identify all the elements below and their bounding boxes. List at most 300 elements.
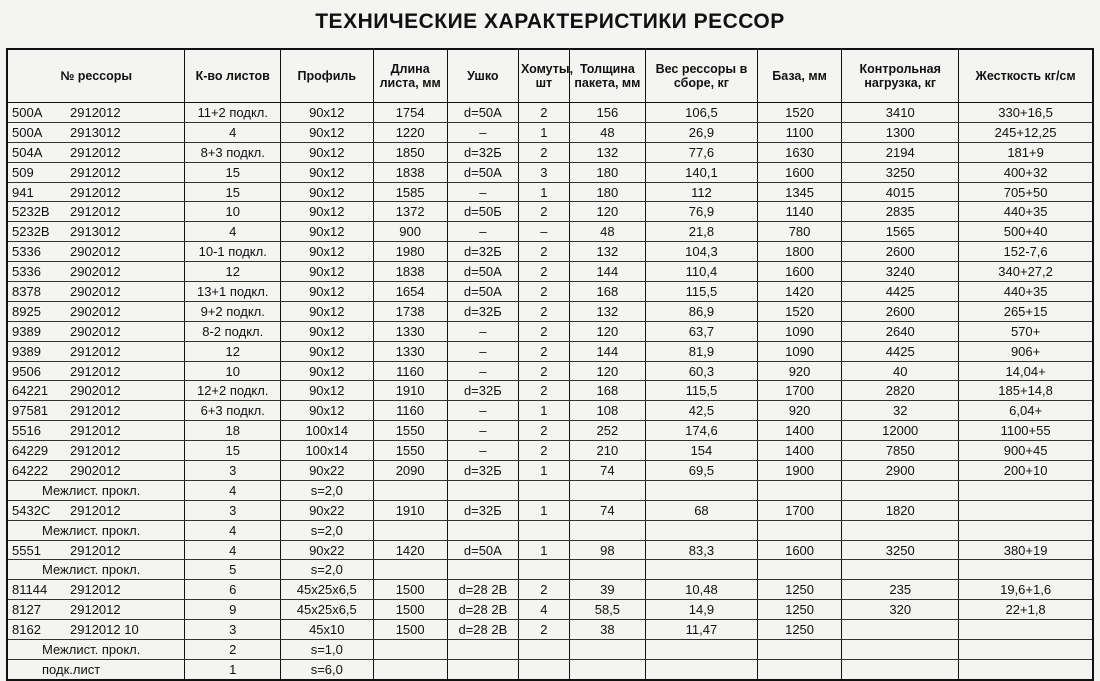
cell-base: 1800	[757, 242, 841, 262]
cell-load: 2900	[842, 461, 959, 481]
cell-length: 1550	[373, 441, 447, 461]
cell-length: 2090	[373, 461, 447, 481]
cell-length: 1850	[373, 142, 447, 162]
cell-eye	[447, 480, 518, 500]
cell-base: 1400	[757, 421, 841, 441]
cell-thickness	[569, 560, 645, 580]
col-header-number: № рессоры	[7, 49, 185, 103]
cell-profile: 90x12	[281, 103, 374, 123]
table-row	[7, 222, 1093, 242]
cell-spring-number	[7, 580, 185, 600]
spring-model: 5516	[12, 423, 41, 439]
table-row	[7, 341, 1093, 361]
cell-clamps: 2	[518, 341, 569, 361]
cell-load: 1300	[842, 122, 959, 142]
cell-eye: d=32Б	[447, 142, 518, 162]
cell-clamps: 2	[518, 103, 569, 123]
cell-clamps: 1	[518, 401, 569, 421]
table-row	[7, 182, 1093, 202]
table-row	[7, 262, 1093, 282]
col-header-clamps: Хомуты, шт	[518, 49, 569, 103]
cell-spring-number	[7, 461, 185, 481]
col-header-base: База, мм	[757, 49, 841, 103]
cell-thickness: 58,5	[569, 600, 645, 620]
cell-profile: 90x12	[281, 381, 374, 401]
table-row	[7, 600, 1093, 620]
cell-profile: 100x14	[281, 441, 374, 461]
cell-load: 32	[842, 401, 959, 421]
cell-spring-number	[7, 540, 185, 560]
cell-profile: 90x12	[281, 262, 374, 282]
cell-sheets: 4	[185, 122, 281, 142]
table-row	[7, 162, 1093, 182]
cell-eye: d=50A	[447, 103, 518, 123]
cell-weight: 10,48	[646, 580, 758, 600]
cell-profile: 90x12	[281, 242, 374, 262]
cell-sheets: 3	[185, 620, 281, 640]
cell-weight	[646, 560, 758, 580]
cell-eye	[447, 520, 518, 540]
spring-part-number: 2912012	[70, 164, 121, 180]
cell-clamps: 1	[518, 122, 569, 142]
cell-load: 2640	[842, 321, 959, 341]
cell-load: 2835	[842, 202, 959, 222]
cell-stiffness: 152-7,6	[959, 242, 1093, 262]
table-row	[7, 640, 1093, 660]
cell-base: 1140	[757, 202, 841, 222]
cell-spring-number	[7, 620, 185, 640]
cell-stiffness	[959, 560, 1093, 580]
cell-length: 1838	[373, 162, 447, 182]
cell-clamps: 1	[518, 540, 569, 560]
cell-stiffness	[959, 620, 1093, 640]
cell-weight	[646, 480, 758, 500]
cell-thickness: 180	[569, 162, 645, 182]
cell-load: 3250	[842, 540, 959, 560]
cell-load	[842, 640, 959, 660]
cell-stiffness: 400+32	[959, 162, 1093, 182]
cell-length: 1654	[373, 282, 447, 302]
col-header-sheets: К-во листов	[185, 49, 281, 103]
cell-spring-number	[7, 262, 185, 282]
cell-stiffness: 440+35	[959, 282, 1093, 302]
col-header-thickness: Толщина пакета, мм	[569, 49, 645, 103]
cell-profile: 90x12	[281, 202, 374, 222]
cell-sheets: 11+2 подкл.	[185, 103, 281, 123]
spring-model: 5551	[12, 542, 41, 558]
page-title: ТЕХНИЧЕСКИЕ ХАРАКТЕРИСТИКИ РЕССОР	[315, 10, 785, 33]
cell-sheets: 8+3 подкл.	[185, 142, 281, 162]
cell-sheets: 12+2 подкл.	[185, 381, 281, 401]
cell-clamps: 1	[518, 182, 569, 202]
cell-stiffness: 440+35	[959, 202, 1093, 222]
cell-load	[842, 480, 959, 500]
cell-spring-number	[7, 659, 185, 679]
cell-clamps: 2	[518, 262, 569, 282]
cell-sheets: 4	[185, 480, 281, 500]
col-header-load: Контрольная нагрузка, кг	[842, 49, 959, 103]
cell-sheets: 6+3 подкл.	[185, 401, 281, 421]
cell-thickness: 120	[569, 202, 645, 222]
cell-stiffness	[959, 480, 1093, 500]
table-row	[7, 242, 1093, 262]
cell-length	[373, 480, 447, 500]
cell-base: 1520	[757, 103, 841, 123]
table-row	[7, 659, 1093, 679]
cell-profile: 90x12	[281, 122, 374, 142]
cell-base: 920	[757, 401, 841, 421]
cell-profile: 90x12	[281, 142, 374, 162]
spring-model: 8162	[12, 622, 41, 638]
cell-eye: d=32Б	[447, 381, 518, 401]
cell-load: 2600	[842, 242, 959, 262]
cell-spring-number	[7, 381, 185, 401]
cell-base: 1345	[757, 182, 841, 202]
cell-load: 2820	[842, 381, 959, 401]
cell-base: 1700	[757, 381, 841, 401]
cell-eye: d=50A	[447, 262, 518, 282]
cell-profile: 100x14	[281, 421, 374, 441]
spring-part-number: 2902012	[70, 244, 121, 260]
cell-clamps: 2	[518, 321, 569, 341]
cell-sheets: 9+2 подкл.	[185, 301, 281, 321]
cell-load: 2600	[842, 301, 959, 321]
cell-length: 1220	[373, 122, 447, 142]
spring-part-number: 2902012	[70, 383, 121, 399]
cell-length: 1585	[373, 182, 447, 202]
cell-clamps: 2	[518, 361, 569, 381]
table-row	[7, 282, 1093, 302]
spring-model: 5336	[12, 264, 41, 280]
cell-weight: 60,3	[646, 361, 758, 381]
cell-thickness: 48	[569, 122, 645, 142]
cell-base: 780	[757, 222, 841, 242]
cell-thickness: 108	[569, 401, 645, 421]
cell-stiffness: 265+15	[959, 301, 1093, 321]
cell-length: 1838	[373, 262, 447, 282]
cell-length: 1160	[373, 361, 447, 381]
cell-profile: 45x25x6,5	[281, 600, 374, 620]
cell-spring-number	[7, 142, 185, 162]
spring-model: 9389	[12, 343, 41, 359]
spring-part-number: 2902012	[70, 303, 121, 319]
cell-spring-number	[7, 182, 185, 202]
cell-spring-number	[7, 421, 185, 441]
cell-spring-number	[7, 282, 185, 302]
cell-load	[842, 560, 959, 580]
cell-load: 4425	[842, 282, 959, 302]
cell-spring-number	[7, 103, 185, 123]
cell-weight: 77,6	[646, 142, 758, 162]
cell-base: 1090	[757, 341, 841, 361]
table-row	[7, 103, 1093, 123]
cell-profile: 90x12	[281, 162, 374, 182]
spring-model: 81144	[12, 582, 48, 598]
spring-part-number: 2912012	[70, 443, 121, 459]
cell-weight: 81,9	[646, 341, 758, 361]
cell-profile: 45x10	[281, 620, 374, 640]
cell-thickness	[569, 640, 645, 660]
table-row	[7, 560, 1093, 580]
spring-model: 5232B	[12, 204, 50, 220]
spring-part-number: 2912012	[70, 343, 121, 359]
cell-thickness: 38	[569, 620, 645, 640]
cell-weight: 154	[646, 441, 758, 461]
cell-base: 1400	[757, 441, 841, 461]
cell-weight: 11,47	[646, 620, 758, 640]
cell-stiffness	[959, 659, 1093, 679]
spring-model: Межлист. прокл.	[42, 641, 141, 657]
cell-clamps: 2	[518, 381, 569, 401]
cell-clamps	[518, 640, 569, 660]
cell-base: 1250	[757, 620, 841, 640]
table-row	[7, 441, 1093, 461]
cell-load: 1820	[842, 500, 959, 520]
cell-load: 320	[842, 600, 959, 620]
cell-thickness: 74	[569, 500, 645, 520]
cell-load: 3240	[842, 262, 959, 282]
cell-clamps	[518, 659, 569, 679]
cell-spring-number	[7, 242, 185, 262]
cell-length: 1420	[373, 540, 447, 560]
col-header-length: Длина листа, мм	[373, 49, 447, 103]
cell-base: 1100	[757, 122, 841, 142]
spring-part-number: 2902012	[70, 283, 121, 299]
cell-eye: d=50A	[447, 540, 518, 560]
cell-clamps	[518, 520, 569, 540]
cell-clamps: 2	[518, 202, 569, 222]
cell-clamps: 4	[518, 600, 569, 620]
cell-thickness: 132	[569, 242, 645, 262]
cell-weight: 112	[646, 182, 758, 202]
spring-part-number: 2902012	[70, 323, 121, 339]
spring-part-number: 2913012	[70, 224, 121, 240]
col-header-eye: Ушко	[447, 49, 518, 103]
cell-load: 4015	[842, 182, 959, 202]
cell-base: 1600	[757, 262, 841, 282]
cell-profile: 90x12	[281, 341, 374, 361]
cell-load	[842, 659, 959, 679]
table-row	[7, 620, 1093, 640]
spring-part-number: 2912012 10	[70, 622, 139, 638]
cell-weight: 63,7	[646, 321, 758, 341]
cell-spring-number	[7, 600, 185, 620]
cell-eye: –	[447, 401, 518, 421]
cell-thickness	[569, 659, 645, 679]
cell-load: 12000	[842, 421, 959, 441]
cell-base: 1700	[757, 500, 841, 520]
cell-weight: 69,5	[646, 461, 758, 481]
cell-eye: d=28 2В	[447, 580, 518, 600]
table-row	[7, 520, 1093, 540]
table-row	[7, 500, 1093, 520]
cell-clamps: 2	[518, 620, 569, 640]
cell-profile: 90x12	[281, 222, 374, 242]
cell-stiffness	[959, 640, 1093, 660]
cell-stiffness: 570+	[959, 321, 1093, 341]
spring-model: подк.лист	[42, 661, 101, 677]
spring-model: 64229	[12, 443, 49, 459]
cell-thickness: 132	[569, 301, 645, 321]
cell-stiffness: 200+10	[959, 461, 1093, 481]
cell-base: 1420	[757, 282, 841, 302]
cell-profile: s=2,0	[281, 520, 374, 540]
cell-sheets: 4	[185, 520, 281, 540]
cell-sheets: 1	[185, 659, 281, 679]
header-row	[7, 49, 1093, 103]
cell-clamps: 2	[518, 580, 569, 600]
cell-clamps: 2	[518, 282, 569, 302]
spring-model: 97581	[12, 403, 49, 419]
cell-eye	[447, 640, 518, 660]
cell-profile: 90x12	[281, 401, 374, 421]
table-row	[7, 202, 1093, 222]
cell-stiffness: 14,04+	[959, 361, 1093, 381]
cell-stiffness: 22+1,8	[959, 600, 1093, 620]
cell-clamps	[518, 480, 569, 500]
cell-weight: 42,5	[646, 401, 758, 421]
cell-load: 4425	[842, 341, 959, 361]
table-row	[7, 142, 1093, 162]
spring-part-number: 2912012	[70, 144, 121, 160]
cell-length: 1754	[373, 103, 447, 123]
table-row	[7, 401, 1093, 421]
cell-stiffness: 500+40	[959, 222, 1093, 242]
spring-model: 8127	[12, 602, 41, 618]
cell-length: 1500	[373, 620, 447, 640]
cell-weight: 106,5	[646, 103, 758, 123]
cell-weight	[646, 659, 758, 679]
cell-thickness: 98	[569, 540, 645, 560]
cell-sheets: 3	[185, 500, 281, 520]
cell-stiffness: 19,6+1,6	[959, 580, 1093, 600]
cell-length	[373, 659, 447, 679]
table-row	[7, 301, 1093, 321]
cell-eye: –	[447, 122, 518, 142]
cell-load: 40	[842, 361, 959, 381]
cell-length: 1330	[373, 341, 447, 361]
cell-eye: –	[447, 341, 518, 361]
cell-weight: 86,9	[646, 301, 758, 321]
spring-model: 504A	[12, 144, 43, 160]
cell-base: 1520	[757, 301, 841, 321]
cell-stiffness	[959, 520, 1093, 540]
spring-model: 5232B	[12, 224, 50, 240]
cell-spring-number	[7, 640, 185, 660]
cell-base	[757, 520, 841, 540]
cell-stiffness	[959, 500, 1093, 520]
cell-sheets: 10	[185, 202, 281, 222]
spring-model: 5336	[12, 244, 41, 260]
cell-length: 1980	[373, 242, 447, 262]
cell-sheets: 6	[185, 580, 281, 600]
cell-load: 1565	[842, 222, 959, 242]
cell-length	[373, 560, 447, 580]
table-body	[7, 103, 1093, 680]
cell-eye: d=50Б	[447, 202, 518, 222]
cell-length: 900	[373, 222, 447, 242]
cell-profile: 90x12	[281, 182, 374, 202]
cell-spring-number	[7, 401, 185, 421]
cell-thickness	[569, 480, 645, 500]
cell-clamps: –	[518, 222, 569, 242]
cell-base	[757, 640, 841, 660]
spring-specs-table	[6, 48, 1094, 681]
cell-thickness: 210	[569, 441, 645, 461]
spring-model: 509	[12, 164, 34, 180]
cell-clamps: 3	[518, 162, 569, 182]
cell-thickness: 180	[569, 182, 645, 202]
cell-stiffness: 900+45	[959, 441, 1093, 461]
cell-profile: 90x22	[281, 540, 374, 560]
cell-thickness	[569, 520, 645, 540]
cell-eye: –	[447, 361, 518, 381]
cell-weight: 76,9	[646, 202, 758, 222]
cell-eye: d=50A	[447, 162, 518, 182]
cell-profile: 45x25x6,5	[281, 580, 374, 600]
cell-clamps: 2	[518, 421, 569, 441]
cell-spring-number	[7, 560, 185, 580]
cell-profile: s=2,0	[281, 480, 374, 500]
spring-model: 9389	[12, 323, 41, 339]
spring-model: 8378	[12, 283, 41, 299]
cell-stiffness: 181+9	[959, 142, 1093, 162]
cell-spring-number	[7, 301, 185, 321]
spring-model: 5432C	[12, 502, 51, 518]
cell-weight	[646, 640, 758, 660]
cell-spring-number	[7, 222, 185, 242]
cell-spring-number	[7, 480, 185, 500]
cell-thickness: 168	[569, 282, 645, 302]
cell-weight	[646, 520, 758, 540]
cell-spring-number	[7, 341, 185, 361]
cell-eye: –	[447, 441, 518, 461]
cell-weight: 26,9	[646, 122, 758, 142]
cell-spring-number	[7, 202, 185, 222]
cell-profile: s=2,0	[281, 560, 374, 580]
cell-eye: d=50A	[447, 282, 518, 302]
cell-clamps: 2	[518, 441, 569, 461]
cell-sheets: 2	[185, 640, 281, 660]
cell-thickness: 168	[569, 381, 645, 401]
cell-sheets: 12	[185, 262, 281, 282]
cell-thickness: 48	[569, 222, 645, 242]
cell-stiffness: 6,04+	[959, 401, 1093, 421]
cell-clamps: 2	[518, 142, 569, 162]
spring-part-number: 2902012	[70, 462, 121, 478]
cell-base: 1900	[757, 461, 841, 481]
cell-eye: –	[447, 321, 518, 341]
cell-spring-number	[7, 321, 185, 341]
cell-sheets: 13+1 подкл.	[185, 282, 281, 302]
spring-model: Межлист. прокл.	[42, 562, 141, 578]
cell-base: 1250	[757, 600, 841, 620]
cell-clamps	[518, 560, 569, 580]
cell-length: 1160	[373, 401, 447, 421]
spring-part-number: 2902012	[70, 264, 121, 280]
cell-stiffness: 185+14,8	[959, 381, 1093, 401]
table-row	[7, 122, 1093, 142]
cell-length: 1910	[373, 500, 447, 520]
spring-part-number: 2912012	[70, 403, 121, 419]
cell-sheets: 10-1 подкл.	[185, 242, 281, 262]
spring-model: 941	[12, 184, 34, 200]
cell-base: 1630	[757, 142, 841, 162]
cell-eye	[447, 560, 518, 580]
cell-thickness: 120	[569, 321, 645, 341]
table-row	[7, 480, 1093, 500]
cell-eye: –	[447, 182, 518, 202]
